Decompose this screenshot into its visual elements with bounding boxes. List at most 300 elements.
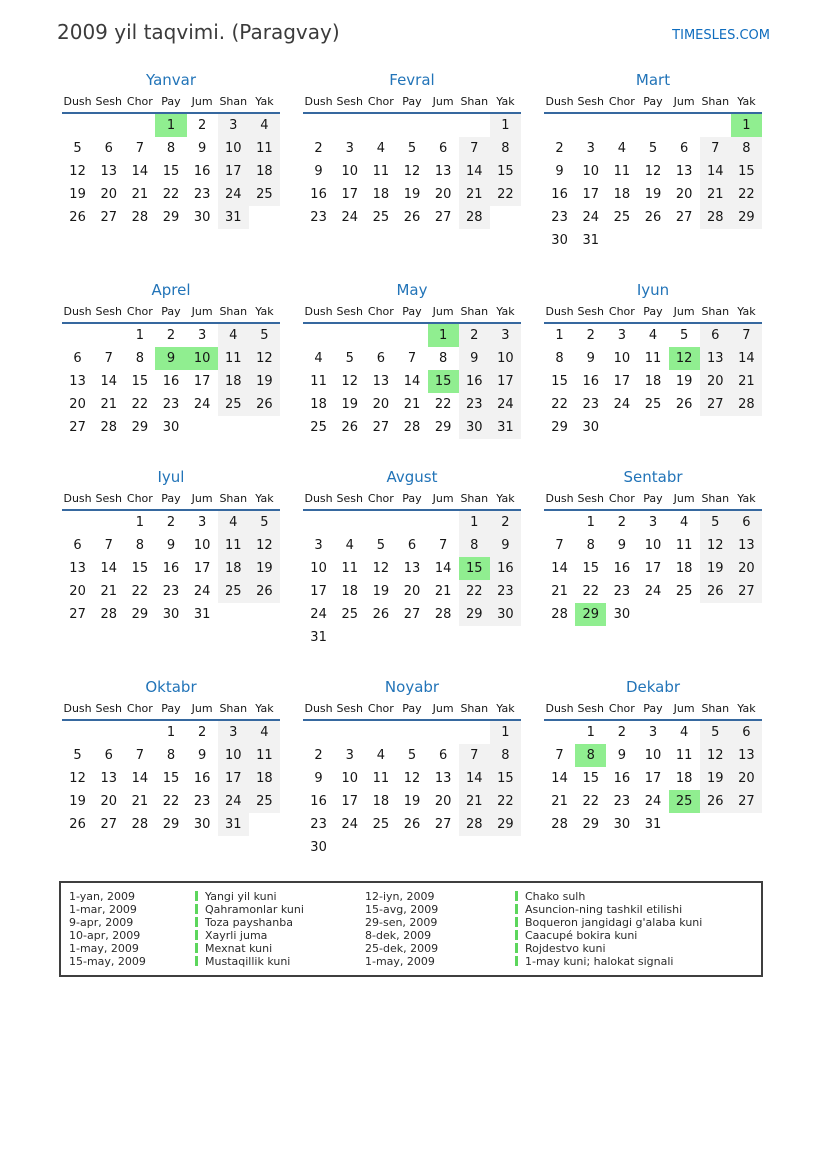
- empty-cell: [428, 720, 459, 744]
- date-cell: 6: [73, 351, 82, 366]
- date-cell: 6: [376, 351, 385, 366]
- week-row: [544, 744, 762, 767]
- date-cell: 7: [438, 538, 448, 553]
- date-cell: 19: [69, 794, 86, 809]
- empty-cell: [544, 113, 575, 137]
- date-cell: 15: [162, 164, 180, 179]
- day-header-yak: Yak: [731, 304, 762, 323]
- day-header-shan: Shan: [459, 94, 490, 113]
- legend-green-bar-icon: [515, 917, 518, 927]
- date-cell: 7: [555, 538, 564, 553]
- date-cell: 28: [131, 210, 149, 225]
- date-cell: 2: [197, 725, 207, 740]
- legend-holiday-name-right: Rojdestvo kuni: [515, 942, 753, 955]
- week-row: [544, 416, 762, 439]
- date-cell: 8: [438, 351, 448, 366]
- day-header-chor: Chor: [365, 701, 396, 720]
- date-cell: 15: [131, 374, 149, 389]
- weekend-date-cell: 14: [459, 767, 490, 790]
- weekend-date-cell: 21: [731, 370, 762, 393]
- week-row: [62, 160, 280, 183]
- date-cell: 4: [617, 141, 626, 156]
- week-row: [303, 113, 521, 137]
- date-cell: 31: [644, 817, 662, 832]
- date-cell: 14: [551, 771, 568, 786]
- month-title-avgust[interactable]: Avgust: [386, 468, 438, 486]
- day-header-shan: Shan: [218, 304, 249, 323]
- day-header-yak: Yak: [249, 491, 280, 510]
- day-header-jum: Jum: [669, 491, 700, 510]
- day-header-jum: Jum: [428, 94, 459, 113]
- date-cell: 6: [104, 141, 113, 156]
- date-cell: 15: [551, 374, 568, 389]
- date-cell: 9: [314, 771, 323, 786]
- empty-cell: [334, 323, 365, 347]
- month-fevral: [303, 71, 521, 252]
- empty-cell: [428, 836, 459, 859]
- week-row: [303, 836, 521, 859]
- weekend-date-cell: 20: [700, 370, 731, 393]
- date-cell: 5: [345, 351, 354, 366]
- date-cell: 12: [69, 164, 86, 179]
- month-title-noyabr[interactable]: Noyabr: [384, 678, 440, 696]
- page-header: [57, 20, 770, 44]
- empty-cell: [637, 416, 668, 439]
- empty-cell: [218, 603, 249, 626]
- date-cell: 2: [314, 141, 323, 156]
- week-row: [62, 393, 280, 416]
- weekend-date-cell: 15: [490, 767, 521, 790]
- date-cell: 30: [162, 607, 180, 622]
- weekend-date-cell: 24: [218, 183, 249, 206]
- date-cell: 27: [69, 420, 86, 435]
- empty-cell: [124, 113, 155, 137]
- month-title-sentabr[interactable]: Sentabr: [623, 468, 683, 486]
- date-cell: 9: [166, 538, 176, 553]
- month-title-oktabr[interactable]: Oktabr: [145, 678, 197, 696]
- day-header-chor: Chor: [124, 94, 155, 113]
- date-cell: 5: [73, 748, 82, 763]
- date-cell: 26: [341, 420, 358, 435]
- month-table: [303, 491, 521, 649]
- week-row: [62, 813, 280, 836]
- date-cell: 18: [310, 397, 327, 412]
- date-cell: 24: [644, 584, 662, 599]
- site-link[interactable]: TIMESLES.COM: [672, 28, 770, 43]
- legend-date-left: 1-may, 2009: [69, 942, 139, 955]
- date-cell: 13: [675, 164, 693, 179]
- day-header-shan: Shan: [700, 491, 731, 510]
- month-title-iyul[interactable]: Iyul: [157, 468, 185, 486]
- day-header-dush: Dush: [62, 304, 93, 323]
- legend-holiday-name-right: Chako sulh: [515, 890, 753, 903]
- month-table: [62, 94, 280, 229]
- date-cell: 12: [403, 164, 421, 179]
- weekend-date-cell: 25: [249, 183, 280, 206]
- week-row: [62, 603, 280, 626]
- legend-holiday-name-left: Toza payshanba: [195, 916, 365, 929]
- weekend-date-cell: 25: [249, 790, 280, 813]
- legend-date-right: 12-iyn, 2009: [365, 890, 435, 903]
- day-header-sesh: Sesh: [93, 491, 124, 510]
- day-header-dush: Dush: [62, 491, 93, 510]
- weekend-date-cell: 8: [490, 744, 521, 767]
- date-cell: 4: [376, 748, 385, 763]
- month-table: [544, 94, 762, 252]
- empty-cell: [187, 416, 218, 439]
- weekend-date-cell: 23: [490, 580, 521, 603]
- weekend-date-cell: 19: [249, 557, 280, 580]
- legend-green-bar-icon: [195, 891, 198, 901]
- date-cell: 25: [644, 397, 662, 412]
- weekend-date-cell: 4: [218, 510, 249, 534]
- date-cell: 17: [341, 794, 358, 809]
- date-cell: 27: [69, 607, 86, 622]
- date-cell: 23: [310, 210, 327, 225]
- legend-holiday-name-right: Caacupé bokira kuni: [515, 929, 753, 942]
- week-row: [303, 557, 521, 580]
- empty-cell: [700, 416, 731, 439]
- week-row: [544, 534, 762, 557]
- month-oktabr: [62, 678, 280, 859]
- empty-cell: [93, 323, 124, 347]
- weekend-date-cell: 21: [459, 790, 490, 813]
- weekend-date-cell: 2: [490, 510, 521, 534]
- date-cell: 28: [551, 817, 568, 832]
- date-cell: 27: [403, 607, 421, 622]
- week-row: [303, 790, 521, 813]
- empty-cell: [544, 720, 575, 744]
- day-header-sesh: Sesh: [334, 701, 365, 720]
- holiday-date-cell: 25: [669, 790, 700, 813]
- holiday-date-cell: 1: [428, 323, 459, 347]
- weekend-date-cell: 29: [490, 813, 521, 836]
- date-cell: 7: [104, 538, 113, 553]
- legend-holiday-name-left: Mexnat kuni: [195, 942, 365, 955]
- week-row: [303, 720, 521, 744]
- date-cell: 19: [69, 187, 86, 202]
- weekend-date-cell: 19: [700, 557, 731, 580]
- month-may: [303, 281, 521, 439]
- empty-cell: [365, 113, 396, 137]
- date-cell: 9: [586, 351, 595, 366]
- date-cell: 4: [679, 725, 689, 740]
- empty-cell: [731, 416, 762, 439]
- date-cell: 27: [100, 817, 117, 832]
- date-cell: 1: [555, 328, 564, 343]
- date-cell: 3: [314, 538, 323, 553]
- week-row: [544, 813, 762, 836]
- date-cell: 7: [104, 351, 113, 366]
- empty-cell: [124, 720, 155, 744]
- date-cell: 9: [617, 748, 626, 763]
- weekend-date-cell: 22: [490, 183, 521, 206]
- empty-cell: [396, 323, 427, 347]
- weekend-date-cell: 12: [249, 347, 280, 370]
- date-cell: 19: [675, 374, 693, 389]
- month-avgust: [303, 468, 521, 649]
- week-row: [62, 370, 280, 393]
- week-row: [303, 393, 521, 416]
- week-row: [303, 416, 521, 439]
- date-cell: 29: [434, 420, 452, 435]
- date-cell: 13: [372, 374, 390, 389]
- date-cell: 22: [131, 584, 149, 599]
- weekend-date-cell: 7: [459, 137, 490, 160]
- weekend-date-cell: 5: [700, 720, 731, 744]
- empty-cell: [700, 229, 731, 252]
- date-cell: 9: [555, 164, 564, 179]
- month-dekabr: [544, 678, 762, 859]
- date-cell: 28: [100, 420, 117, 435]
- month-iyul: [62, 468, 280, 649]
- date-cell: 26: [372, 607, 390, 622]
- legend-green-bar-icon: [195, 930, 198, 940]
- month-title-mart[interactable]: Mart: [635, 71, 671, 89]
- weekend-date-cell: 18: [249, 160, 280, 183]
- date-cell: 20: [434, 187, 452, 202]
- date-cell: 23: [162, 397, 180, 412]
- day-header-jum: Jum: [669, 94, 700, 113]
- day-header-pay: Pay: [396, 304, 427, 323]
- weekend-date-cell: 5: [249, 510, 280, 534]
- weekend-date-cell: 11: [218, 534, 249, 557]
- holiday-date-cell: 15: [459, 557, 490, 580]
- weekend-date-cell: 8: [731, 137, 762, 160]
- date-cell: 24: [193, 397, 211, 412]
- week-row: [544, 183, 762, 206]
- holiday-date-cell: 29: [575, 603, 606, 626]
- date-cell: 17: [193, 374, 211, 389]
- day-header-chor: Chor: [606, 304, 637, 323]
- day-header-jum: Jum: [187, 491, 218, 510]
- day-header-shan: Shan: [218, 701, 249, 720]
- date-cell: 23: [613, 794, 631, 809]
- weekend-date-cell: 12: [249, 534, 280, 557]
- day-header-chor: Chor: [124, 701, 155, 720]
- weekend-date-cell: 16: [459, 370, 490, 393]
- empty-cell: [700, 813, 731, 836]
- weekend-date-cell: 28: [459, 206, 490, 229]
- day-header-yak: Yak: [249, 304, 280, 323]
- weekend-date-cell: 22: [490, 790, 521, 813]
- day-header-dush: Dush: [62, 701, 93, 720]
- weekend-date-cell: 14: [700, 160, 731, 183]
- date-cell: 11: [310, 374, 327, 389]
- date-cell: 30: [582, 420, 599, 435]
- empty-cell: [490, 626, 521, 649]
- day-header-shan: Shan: [459, 304, 490, 323]
- date-cell: 24: [582, 210, 599, 225]
- date-cell: 5: [376, 538, 385, 553]
- day-header-sesh: Sesh: [334, 304, 365, 323]
- month-yanvar: [62, 71, 280, 252]
- date-cell: 28: [403, 420, 421, 435]
- legend-green-bar-icon: [195, 904, 198, 914]
- date-cell: 9: [197, 748, 207, 763]
- holiday-date-cell: 8: [575, 744, 606, 767]
- date-cell: 25: [310, 420, 327, 435]
- month-table: [62, 491, 280, 626]
- week-row: [303, 370, 521, 393]
- day-header-pay: Pay: [155, 94, 186, 113]
- weekend-date-cell: 30: [490, 603, 521, 626]
- week-row: [544, 557, 762, 580]
- empty-cell: [428, 113, 459, 137]
- legend-green-bar-icon: [515, 930, 518, 940]
- date-cell: 21: [434, 584, 452, 599]
- date-cell: 26: [69, 817, 86, 832]
- weekend-date-cell: 19: [249, 370, 280, 393]
- weekend-date-cell: 6: [731, 720, 762, 744]
- empty-cell: [669, 229, 700, 252]
- empty-cell: [490, 836, 521, 859]
- date-cell: 20: [675, 187, 693, 202]
- week-row: [303, 510, 521, 534]
- month-title-aprel[interactable]: Aprel: [151, 281, 191, 299]
- month-title-fevral[interactable]: Fevral: [389, 71, 435, 89]
- month-title-iyun[interactable]: Iyun: [636, 281, 670, 299]
- date-cell: 23: [193, 794, 211, 809]
- month-title-dekabr[interactable]: Dekabr: [625, 678, 681, 696]
- date-cell: 16: [162, 374, 180, 389]
- date-cell: 8: [555, 351, 564, 366]
- date-cell: 1: [135, 515, 144, 530]
- date-cell: 16: [162, 561, 180, 576]
- date-cell: 20: [100, 187, 117, 202]
- date-cell: 31: [193, 607, 211, 622]
- date-cell: 14: [131, 771, 149, 786]
- date-cell: 16: [310, 794, 327, 809]
- legend-holiday-name-left: Xayrli juma: [195, 929, 365, 942]
- date-cell: 2: [166, 515, 176, 530]
- empty-cell: [365, 720, 396, 744]
- empty-cell: [396, 720, 427, 744]
- empty-cell: [249, 206, 280, 229]
- date-cell: 27: [372, 420, 390, 435]
- date-cell: 14: [100, 374, 117, 389]
- empty-cell: [700, 603, 731, 626]
- date-cell: 16: [613, 771, 631, 786]
- weekend-date-cell: 17: [490, 370, 521, 393]
- weekend-date-cell: 19: [700, 767, 731, 790]
- date-cell: 6: [104, 748, 113, 763]
- day-header-sesh: Sesh: [575, 94, 606, 113]
- month-title-yanvar[interactable]: Yanvar: [145, 71, 197, 89]
- date-cell: 28: [551, 607, 568, 622]
- date-cell: 19: [644, 187, 662, 202]
- date-cell: 3: [197, 328, 207, 343]
- day-header-chor: Chor: [606, 94, 637, 113]
- date-cell: 30: [551, 233, 568, 248]
- legend-date-left: 9-apr, 2009: [69, 916, 134, 929]
- date-cell: 6: [438, 748, 448, 763]
- date-cell: 14: [100, 561, 117, 576]
- date-cell: 3: [345, 141, 354, 156]
- weekend-date-cell: 20: [731, 767, 762, 790]
- weekend-date-cell: 11: [218, 347, 249, 370]
- weekend-date-cell: 13: [700, 347, 731, 370]
- month-table: [303, 94, 521, 229]
- empty-cell: [303, 323, 334, 347]
- holiday-date-cell: 9: [155, 347, 186, 370]
- date-cell: 16: [193, 771, 211, 786]
- empty-cell: [700, 113, 731, 137]
- empty-cell: [606, 113, 637, 137]
- date-cell: 13: [100, 164, 117, 179]
- day-header-sesh: Sesh: [93, 94, 124, 113]
- date-cell: 11: [644, 351, 662, 366]
- date-cell: 25: [372, 817, 390, 832]
- weekend-date-cell: 26: [249, 580, 280, 603]
- empty-cell: [334, 510, 365, 534]
- day-header-chor: Chor: [365, 491, 396, 510]
- week-row: [303, 160, 521, 183]
- week-row: [303, 744, 521, 767]
- empty-cell: [62, 510, 93, 534]
- weekend-date-cell: 4: [218, 323, 249, 347]
- legend-date-right: 29-sen, 2009: [365, 916, 438, 929]
- day-header-chor: Chor: [365, 94, 396, 113]
- weekend-date-cell: 9: [490, 534, 521, 557]
- date-cell: 14: [434, 561, 452, 576]
- weekend-date-cell: 15: [731, 160, 762, 183]
- date-cell: 9: [617, 538, 626, 553]
- weekend-date-cell: 5: [700, 510, 731, 534]
- empty-cell: [731, 603, 762, 626]
- date-cell: 20: [434, 794, 452, 809]
- date-cell: 10: [644, 748, 662, 763]
- day-header-chor: Chor: [365, 304, 396, 323]
- day-header-jum: Jum: [428, 701, 459, 720]
- date-cell: 23: [193, 187, 211, 202]
- date-cell: 5: [73, 141, 82, 156]
- weekend-date-cell: 17: [218, 767, 249, 790]
- weekend-date-cell: 14: [459, 160, 490, 183]
- week-row: [544, 323, 762, 347]
- weekend-date-cell: 11: [249, 137, 280, 160]
- date-cell: 16: [193, 164, 211, 179]
- month-title-may[interactable]: May: [396, 281, 428, 299]
- day-header-yak: Yak: [731, 701, 762, 720]
- empty-cell: [669, 603, 700, 626]
- day-header-yak: Yak: [249, 94, 280, 113]
- week-row: [303, 534, 521, 557]
- date-cell: 4: [376, 141, 385, 156]
- date-cell: 27: [675, 210, 693, 225]
- day-header-shan: Shan: [700, 94, 731, 113]
- weekend-date-cell: 30: [459, 416, 490, 439]
- weekend-date-cell: 13: [731, 744, 762, 767]
- weekend-date-cell: 31: [490, 416, 521, 439]
- date-cell: 11: [372, 164, 390, 179]
- date-cell: 26: [644, 210, 662, 225]
- empty-cell: [249, 813, 280, 836]
- empty-cell: [606, 416, 637, 439]
- date-cell: 31: [310, 630, 327, 645]
- holiday-date-cell: 1: [731, 113, 762, 137]
- date-cell: 3: [345, 748, 354, 763]
- legend-date-right: 1-may, 2009: [365, 955, 435, 968]
- legend-green-bar-icon: [195, 956, 198, 966]
- day-header-sesh: Sesh: [575, 701, 606, 720]
- date-cell: 8: [166, 141, 176, 156]
- day-header-pay: Pay: [396, 94, 427, 113]
- date-cell: 23: [551, 210, 568, 225]
- legend-green-bar-icon: [195, 917, 198, 927]
- empty-cell: [303, 113, 334, 137]
- page-title: 2009 yil taqvimi. (Paragvay): [57, 20, 340, 44]
